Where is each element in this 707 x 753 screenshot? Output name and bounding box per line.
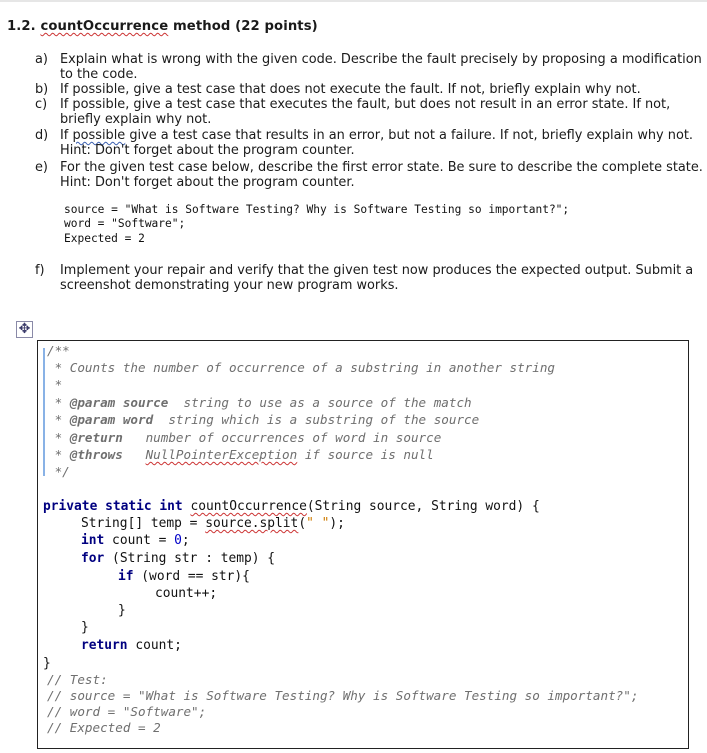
javadoc-blank: * bbox=[47, 377, 63, 392]
param-desc: string to use as a source of the match bbox=[168, 395, 472, 410]
test-comment-line: // Test: bbox=[47, 672, 108, 687]
question-line: Implement your repair and verify that the given test now produces the expected output. Submit a bbox=[60, 263, 694, 278]
code-line-close-if: } bbox=[118, 603, 126, 618]
star: * bbox=[47, 412, 70, 427]
question-d bbox=[35, 128, 693, 159]
question-e bbox=[35, 160, 703, 191]
param-tag: @param bbox=[69, 395, 116, 410]
signature-modifiers: private static int bbox=[43, 499, 191, 514]
javadoc-param-word bbox=[47, 412, 479, 427]
question-line: Hint: Don't forget about the program counter. bbox=[60, 143, 355, 159]
param-name: word bbox=[122, 412, 154, 427]
kw-return: return bbox=[81, 638, 128, 653]
question-line: screenshot demonstrating your new program works. bbox=[60, 278, 399, 294]
javadoc-throws bbox=[47, 447, 434, 462]
return-rest: count; bbox=[127, 638, 182, 653]
code-line-split bbox=[81, 516, 345, 531]
kw-if: if bbox=[118, 569, 134, 584]
question-line: Hint: Don't forget about the program counter. bbox=[60, 175, 355, 191]
question-letter: c) bbox=[35, 97, 48, 112]
test-case-line: Expected = 2 bbox=[64, 232, 145, 245]
question-line: If possible, give a test case that does not execute the fault. If not, briefly explain why not. bbox=[60, 82, 641, 97]
question-line: to the code. bbox=[60, 67, 138, 83]
code-line-return bbox=[81, 638, 182, 653]
code-line-close-for: } bbox=[81, 620, 89, 635]
question-line bbox=[60, 128, 693, 143]
move-handle-icon[interactable]: ✥ bbox=[16, 321, 33, 338]
question-letter: d) bbox=[35, 128, 49, 143]
question-letter: b) bbox=[35, 82, 49, 97]
method-signature bbox=[43, 499, 540, 514]
split-string: " " bbox=[306, 516, 330, 531]
javadoc-open: /** bbox=[47, 343, 70, 358]
return-tag: @return bbox=[69, 430, 123, 445]
split-end: ); bbox=[329, 516, 345, 531]
code-line-if bbox=[118, 569, 250, 584]
count-zero: 0 bbox=[174, 533, 182, 548]
code-line-close-method: } bbox=[43, 656, 51, 671]
code-line-count bbox=[81, 533, 190, 548]
question-d-rest: give a test case that results in an error, but not a failure. If not, briefly explain why not. bbox=[125, 128, 693, 143]
javadoc-return bbox=[47, 430, 441, 445]
question-c bbox=[35, 97, 671, 128]
question-b bbox=[35, 82, 641, 97]
param-name: source bbox=[122, 395, 169, 410]
test-comment-line: // source = "What is Software Testing? Why is Software Testing so important?"; bbox=[47, 688, 639, 703]
question-line: If possible, give a test case that executes the fault, but does not result in an error state. If not, bbox=[60, 97, 671, 112]
question-letter: a) bbox=[35, 52, 48, 67]
question-line: briefly explain why not. bbox=[60, 112, 212, 128]
param-tag: @param bbox=[69, 412, 116, 427]
count-end: ; bbox=[181, 533, 190, 548]
javadoc-summary: * Counts the number of occurrence of a substring in another string bbox=[47, 360, 555, 375]
star: * bbox=[47, 447, 70, 462]
section-heading bbox=[7, 19, 318, 34]
heading-number: 1.2. bbox=[7, 19, 41, 34]
question-letter: e) bbox=[35, 160, 48, 175]
question-d-first-word: If bbox=[60, 128, 73, 143]
javadoc-param-source bbox=[47, 395, 472, 410]
heading-method-name: countOccurrence bbox=[40, 19, 169, 34]
test-case-line: source = "What is Software Testing? Why is Software Testing so important?"; bbox=[64, 203, 570, 216]
signature-method-name: countOccurrence bbox=[190, 499, 307, 514]
question-letter: f) bbox=[35, 263, 45, 278]
kw-int: int bbox=[81, 533, 105, 548]
question-a bbox=[35, 52, 702, 83]
question-line: Explain what is wrong with the given code. Describe the fault precisely by proposing a modification bbox=[60, 52, 702, 67]
signature-params: (String source, String word) { bbox=[306, 499, 540, 514]
question-f bbox=[35, 263, 694, 294]
test-comment-line: // word = "Software"; bbox=[47, 704, 207, 719]
throws-exception: NullPointerException bbox=[145, 447, 298, 462]
selection-bar bbox=[43, 348, 45, 476]
kw-for: for bbox=[81, 551, 105, 566]
question-line: For the given test case below, describe the first error state. Be sure to describe the complete state. bbox=[60, 160, 703, 175]
star: * bbox=[47, 395, 70, 410]
count-mid: count = bbox=[104, 533, 175, 548]
if-rest: (word == str){ bbox=[133, 569, 250, 584]
param-desc: string which is a substring of the source bbox=[153, 412, 480, 427]
return-desc: number of occurrences of word in source bbox=[122, 430, 442, 445]
throws-tag: @throws bbox=[69, 447, 123, 462]
javadoc-close: */ bbox=[47, 464, 70, 479]
for-rest: (String str : temp) { bbox=[104, 551, 276, 566]
throws-desc: if source is null bbox=[297, 447, 434, 462]
test-comment-line: // Expected = 2 bbox=[47, 720, 161, 735]
split-pre: String[] temp = bbox=[81, 516, 206, 531]
heading-rest: method (22 points) bbox=[168, 19, 318, 34]
code-line-for bbox=[81, 551, 275, 566]
split-call: source.split bbox=[205, 516, 299, 531]
test-case-line: word = "Software"; bbox=[64, 217, 186, 230]
top-border bbox=[0, 0, 707, 2]
star: * bbox=[47, 430, 70, 445]
code-line-increment: count++; bbox=[155, 586, 218, 601]
split-paren: ( bbox=[298, 516, 307, 531]
question-d-squiggle: possible bbox=[72, 128, 126, 143]
